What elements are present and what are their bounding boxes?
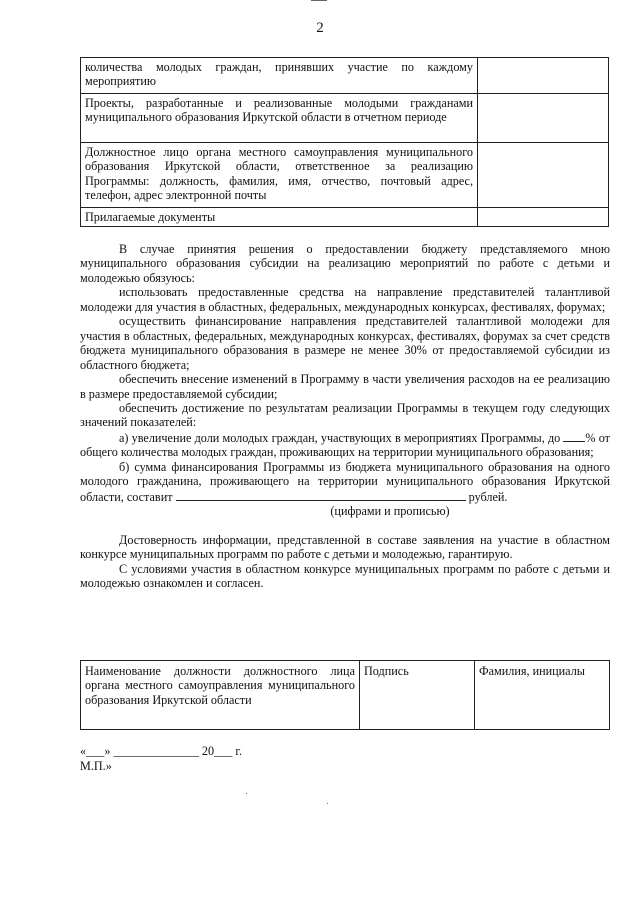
table-row — [81, 661, 610, 730]
quote-close: » — [104, 744, 111, 758]
paragraph: обеспечить достижение по результатам реализации Программы в текущем году следующих значений показателей: — [80, 400, 610, 430]
initials-cell: Фамилия, инициалы — [475, 661, 610, 730]
date-line — [80, 744, 242, 759]
table-row — [81, 94, 609, 143]
table-cell-label: Должностное лицо органа местного самоуправления муниципального образования Иркутской области, ответственное за реализацию Программы: должность, фамилия, имя, отчество, почтовый адрес, телефон, адрес электронной почты — [81, 143, 478, 208]
obligations-text — [80, 242, 610, 590]
paragraph: использовать предоставленные средства на направление представителей талантливой молодежи для участия в областных, федеральных, международных конкурсах, фестивалях, форумах; — [80, 285, 610, 314]
paragraph: осуществить финансирование направления представителей талантливой молодежи для участия в областных, федеральных, международных конкурсах, фестивалях, форумах за счет средств бюджета муниципального образования в размере не менее 30% от предоставляемой субсидии из областного бюджета; — [80, 314, 610, 372]
amount-caption: (цифрами и прописью) — [330, 504, 450, 519]
stamp-place: М.П.» — [80, 759, 112, 773]
year-prefix: 20 — [201, 744, 215, 758]
table-cell-value — [478, 58, 609, 94]
page-number: 2 — [316, 20, 324, 36]
table-row — [81, 143, 609, 208]
spacer — [80, 519, 610, 533]
signature-table — [80, 660, 610, 730]
table-cell-label: Прилагаемые документы — [81, 208, 478, 227]
day-blank[interactable]: ___ — [86, 744, 105, 758]
paragraph: В случае принятия решения о предоставлении бюджету представляемого мною муниципального образования субсидии на реализацию мероприятий по работе с детьми и молодежью обязуюсь: — [80, 242, 610, 285]
year-blank[interactable]: ___ — [214, 744, 233, 758]
signature-cell: Подпись — [360, 661, 475, 730]
table-row — [81, 208, 609, 227]
paragraph-text: % от общего количества молодых граждан, проживающих на территории муниципального образования; — [80, 430, 610, 460]
paragraph-with-blank — [80, 430, 610, 460]
paragraph-text: рублей. — [468, 489, 508, 504]
paragraph: обеспечить внесение изменений в Программу в части увеличения расходов на ее реализацию в размере предоставляемой субсидии; — [80, 372, 610, 401]
scan-artifact — [246, 793, 247, 794]
paragraph-text: а) увеличение доли молодых граждан, участвующих в мероприятиях Программы, до — [119, 430, 561, 445]
paragraph-with-blank — [80, 460, 610, 504]
position-cell: Наименование должности должностного лица органа местного самоуправления муниципального образования Иркутской области — [81, 661, 360, 730]
table-cell-value — [478, 94, 609, 143]
table-cell-label: Проекты, разработанные и реализованные молодыми гражданами муниципального образования Иркутской области в отчетном периоде — [81, 94, 478, 143]
percent-blank[interactable] — [563, 430, 585, 442]
amount-blank[interactable] — [176, 489, 466, 501]
table-cell-value — [478, 143, 609, 208]
quote-open: « — [80, 744, 87, 758]
year-suffix: г. — [235, 744, 243, 758]
paragraph-text: б) сумма финансирования Программы из бюджета муниципального образования на одного молодого гражданина, проживающего на территории муниципального образования Иркутской области, составит — [80, 459, 610, 504]
table-cell-label: количества молодых граждан, принявших участие по каждому мероприятию — [81, 58, 478, 94]
paragraph: С условиями участия в областном конкурсе муниципальных программ по работе с детьми и молодежью ознакомлен и согласен. — [80, 561, 610, 590]
application-info-table — [80, 57, 609, 227]
month-blank[interactable]: ______________ — [113, 744, 199, 758]
scan-artifact — [311, 0, 327, 1]
table-row — [81, 58, 609, 94]
paragraph: Достоверность информации, представленной в составе заявления на участие в областном конкурсе муниципальных программ по работе с детьми и молодежью, гарантирую. — [80, 532, 610, 562]
table-cell-value — [478, 208, 609, 227]
scan-artifact — [327, 803, 328, 804]
